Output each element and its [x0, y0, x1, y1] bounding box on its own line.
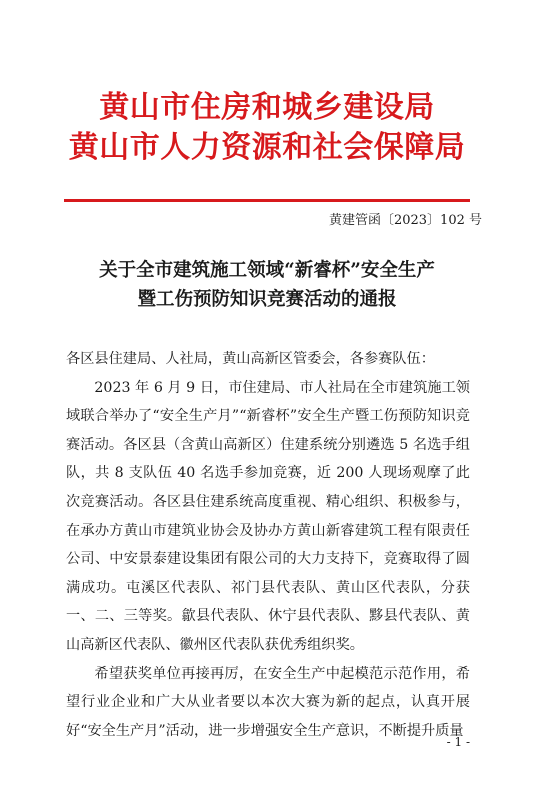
- issuer-line-2: 黄山市人力资源和社会保障局: [68, 130, 466, 165]
- title-line-2: 暨工伤预防知识竞赛活动的通报: [137, 289, 397, 310]
- body-paragraph-2: 希望获奖单位再接再厉，在安全生产中起模范示范作用，希望行业企业和广大从业者要以本次大赛为新的起点，认真开展好“安全生产月”活动，进一步增强安全生产意识，不断提升质量: [66, 665, 470, 739]
- document-body: [66, 345, 470, 745]
- document-title: [0, 256, 534, 314]
- salutation: 各区县住建局、人社局，黄山高新区管委会，各参赛队伍：: [66, 351, 435, 367]
- page-number: - 1 -: [446, 735, 470, 749]
- issuer-line-1: 黄山市住房和城乡建设局: [99, 90, 435, 125]
- body-paragraph-1: 2023 年 6 月 9 日，市住建局、市人社局在全市建筑施工领域联合举办了“安全生产月”“新睿杯”安全生产暨工伤预防知识竞赛活动。各区县（含黄山高新区）住建系统分别遴选 5 名选手组队，共 8 支队伍 40 名选手参加竞赛，近 200 人现场观摩了此次竞赛活动。各区县住建系统高度重视、精心组织、积极参与，在承办方黄山市建筑业协会及协办方黄山新睿建筑工程有限责任公司、中安景泰建设集团有限公司的大力支持下，竞赛取得了圆满成功。屯溪区代表队、祁门县代表队、黄山区代表队，分获一、二、三等奖。歙县代表队、休宁县代表队、黟县代表队、黄山高新区代表队、徽州区代表队获优秀组织奖。: [66, 379, 470, 653]
- red-separator-line: [64, 199, 470, 202]
- title-line-1: 关于全市建筑施工领域“新睿杯”安全生产: [99, 260, 435, 281]
- issuing-authority-header: [0, 88, 534, 168]
- document-number: 黄建管函〔2023〕102 号: [328, 213, 482, 228]
